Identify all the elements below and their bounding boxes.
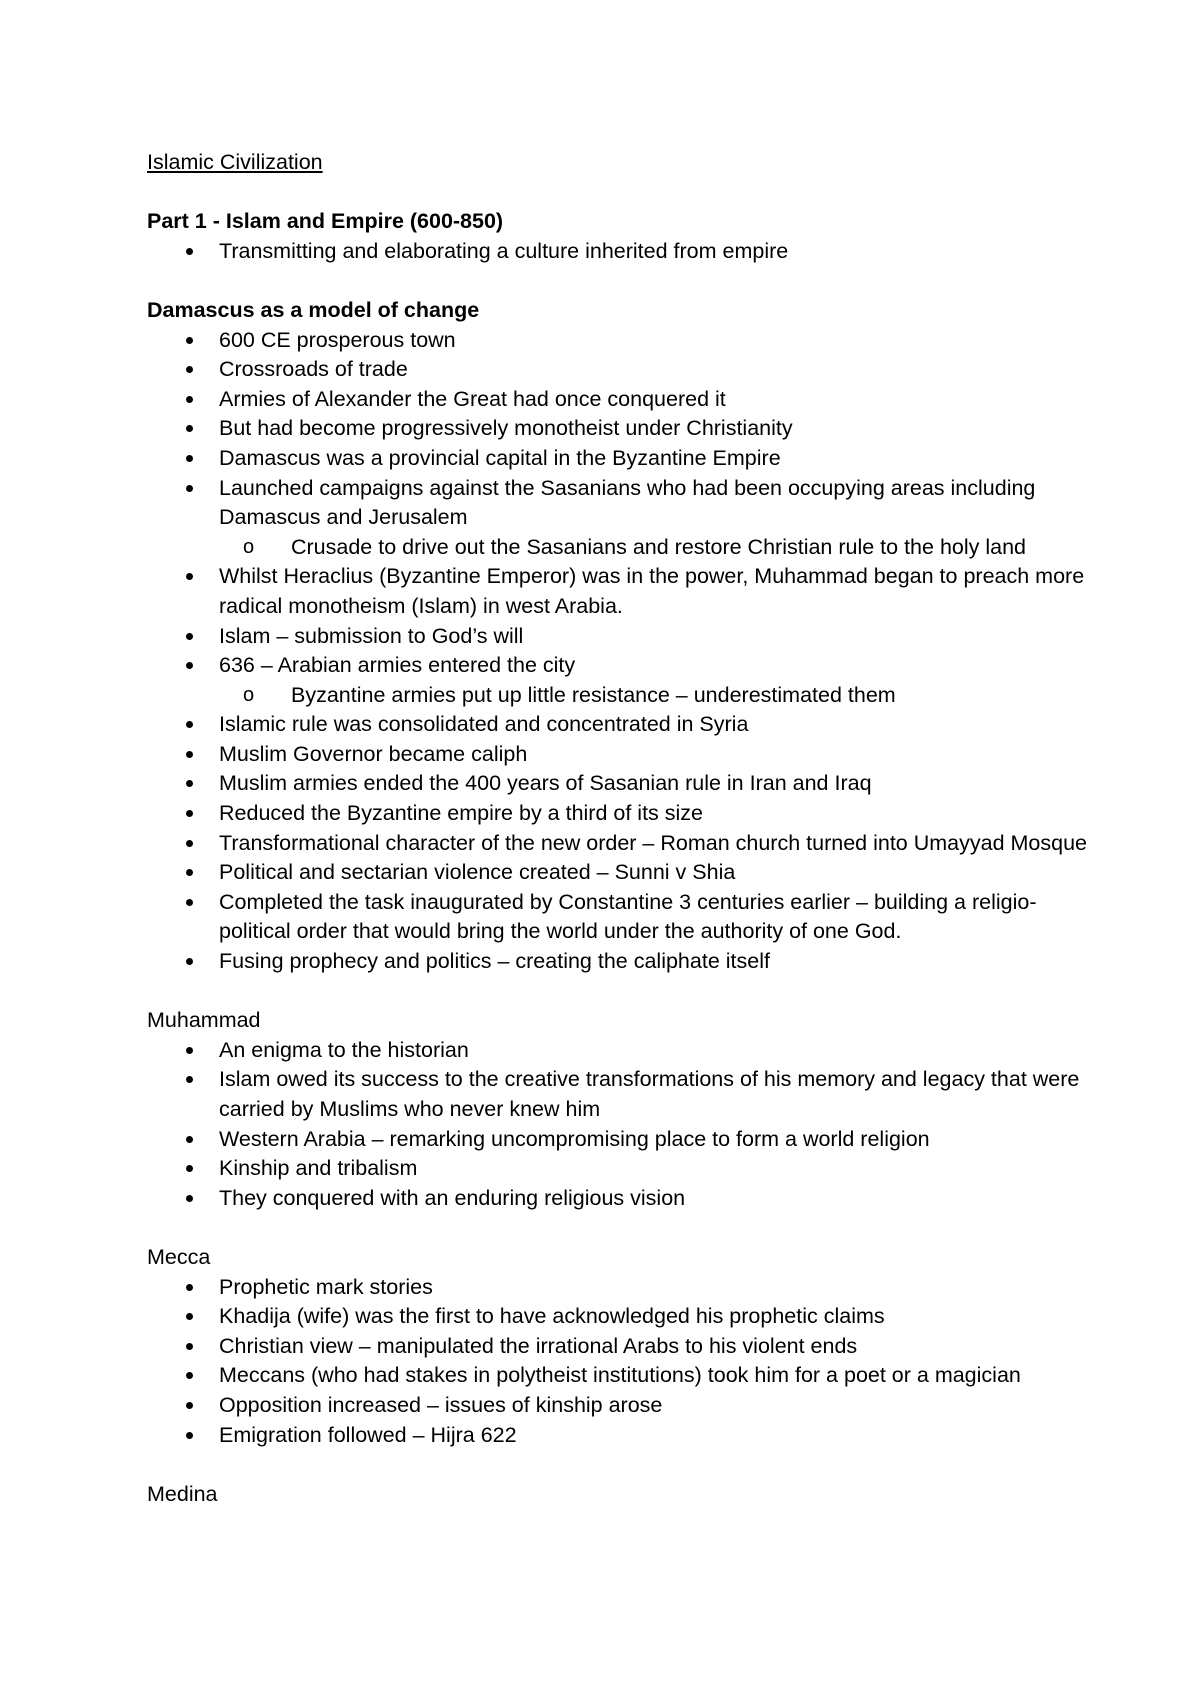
bullet-icon	[186, 455, 193, 462]
list-item: But had become progressively monotheist under Christianity	[147, 414, 1087, 444]
bullet-icon	[186, 1343, 193, 1350]
bullet-icon	[186, 899, 193, 906]
list-item: Prophetic mark stories	[147, 1273, 1087, 1303]
bullet-icon	[186, 1432, 193, 1439]
spacer	[147, 1213, 1087, 1243]
bullet-icon	[186, 1402, 193, 1409]
bullet-icon	[186, 366, 193, 373]
bullet-icon	[186, 396, 193, 403]
bullet-icon	[186, 869, 193, 876]
bullet-list	[147, 237, 1087, 267]
bullet-list	[147, 1273, 1087, 1451]
bullet-icon	[186, 1165, 193, 1172]
bullet-icon	[186, 958, 193, 965]
document-title: Islamic Civilization	[147, 150, 323, 174]
section-heading: Part 1 - Islam and Empire (600-850)	[147, 209, 504, 234]
bullet-icon	[186, 810, 193, 817]
list-item: Damascus was a provincial capital in the Byzantine Empire	[147, 444, 1087, 474]
list-item: Whilst Heraclius (Byzantine Emperor) was in the power, Muhammad began to preach more radical monotheism (Islam) in west Arabia.	[147, 562, 1087, 621]
section-heading: Mecca	[147, 1244, 211, 1269]
bullet-icon	[186, 633, 193, 640]
list-item: They conquered with an enduring religious vision	[147, 1184, 1087, 1214]
bullet-icon	[186, 1195, 193, 1202]
sub-bullet-list	[219, 681, 1087, 711]
bullet-icon	[186, 751, 193, 758]
list-item: Armies of Alexander the Great had once conquered it	[147, 385, 1087, 415]
list-item: Crossroads of trade	[147, 355, 1087, 385]
document-body	[147, 148, 1087, 1509]
list-item: Transmitting and elaborating a culture inherited from empire	[147, 237, 1087, 267]
list-item: Western Arabia – remarking uncompromising place to form a world religion	[147, 1125, 1087, 1155]
spacer	[147, 266, 1087, 296]
list-item: An enigma to the historian	[147, 1036, 1087, 1066]
section-heading: Medina	[147, 1481, 218, 1506]
list-item: Meccans (who had stakes in polytheist institutions) took him for a poet or a magician	[147, 1361, 1087, 1391]
section-heading: Muhammad	[147, 1008, 261, 1033]
section-heading: Damascus as a model of change	[147, 297, 480, 322]
list-item: 600 CE prosperous town	[147, 326, 1087, 356]
bullet-icon	[186, 1284, 193, 1291]
list-item: Opposition increased – issues of kinship arose	[147, 1391, 1087, 1421]
list-item: Launched campaigns against the Sasanians who had been occupying areas including Damascus and Jerusalem o Crusade to drive out the Sasanians and restore Christian rule to the holy land	[147, 474, 1087, 563]
list-item: Political and sectarian violence created – Sunni v Shia	[147, 858, 1087, 888]
bullet-icon	[186, 1047, 193, 1054]
list-item: Islam owed its success to the creative transformations of his memory and legacy that were carried by Muslims who never knew him	[147, 1065, 1087, 1124]
list-item: 636 – Arabian armies entered the city o Byzantine armies put up little resistance – underestimated them	[147, 651, 1087, 710]
bullet-icon	[186, 425, 193, 432]
sub-bullet-list	[219, 533, 1087, 563]
spacer	[147, 1450, 1087, 1480]
sub-list-item: o Byzantine armies put up little resistance – underestimated them	[219, 681, 1087, 711]
bullet-icon	[186, 485, 193, 492]
list-item: Completed the task inaugurated by Constantine 3 centuries earlier – building a religio-political order that would bring the world under the authority of one God.	[147, 888, 1087, 947]
bullet-icon	[186, 662, 193, 669]
bullet-icon	[186, 1136, 193, 1143]
list-item: Transformational character of the new order – Roman church turned into Umayyad Mosque	[147, 829, 1087, 859]
list-item: Christian view – manipulated the irrational Arabs to his violent ends	[147, 1332, 1087, 1362]
bullet-icon	[186, 337, 193, 344]
circle-bullet-icon: o	[243, 535, 255, 558]
list-item: Islamic rule was consolidated and concentrated in Syria	[147, 710, 1087, 740]
list-item: Muslim Governor became caliph	[147, 740, 1087, 770]
bullet-icon	[186, 721, 193, 728]
bullet-icon	[186, 1076, 193, 1083]
list-item: Reduced the Byzantine empire by a third of its size	[147, 799, 1087, 829]
bullet-icon	[186, 248, 193, 255]
list-item: Khadija (wife) was the first to have acknowledged his prophetic claims	[147, 1302, 1087, 1332]
bullet-icon	[186, 1313, 193, 1320]
bullet-icon	[186, 780, 193, 787]
bullet-list	[147, 1036, 1087, 1214]
bullet-icon	[186, 840, 193, 847]
circle-bullet-icon: o	[243, 683, 255, 706]
list-item: Islam – submission to God’s will	[147, 622, 1087, 652]
bullet-list	[147, 326, 1087, 977]
list-item: Emigration followed – Hijra 622	[147, 1421, 1087, 1451]
list-item: Fusing prophecy and politics – creating the caliphate itself	[147, 947, 1087, 977]
list-item: Muslim armies ended the 400 years of Sasanian rule in Iran and Iraq	[147, 769, 1087, 799]
spacer	[147, 178, 1087, 208]
list-item: Kinship and tribalism	[147, 1154, 1087, 1184]
bullet-icon	[186, 1372, 193, 1379]
spacer	[147, 977, 1087, 1007]
sub-list-item: o Crusade to drive out the Sasanians and restore Christian rule to the holy land	[219, 533, 1087, 563]
bullet-icon	[186, 573, 193, 580]
